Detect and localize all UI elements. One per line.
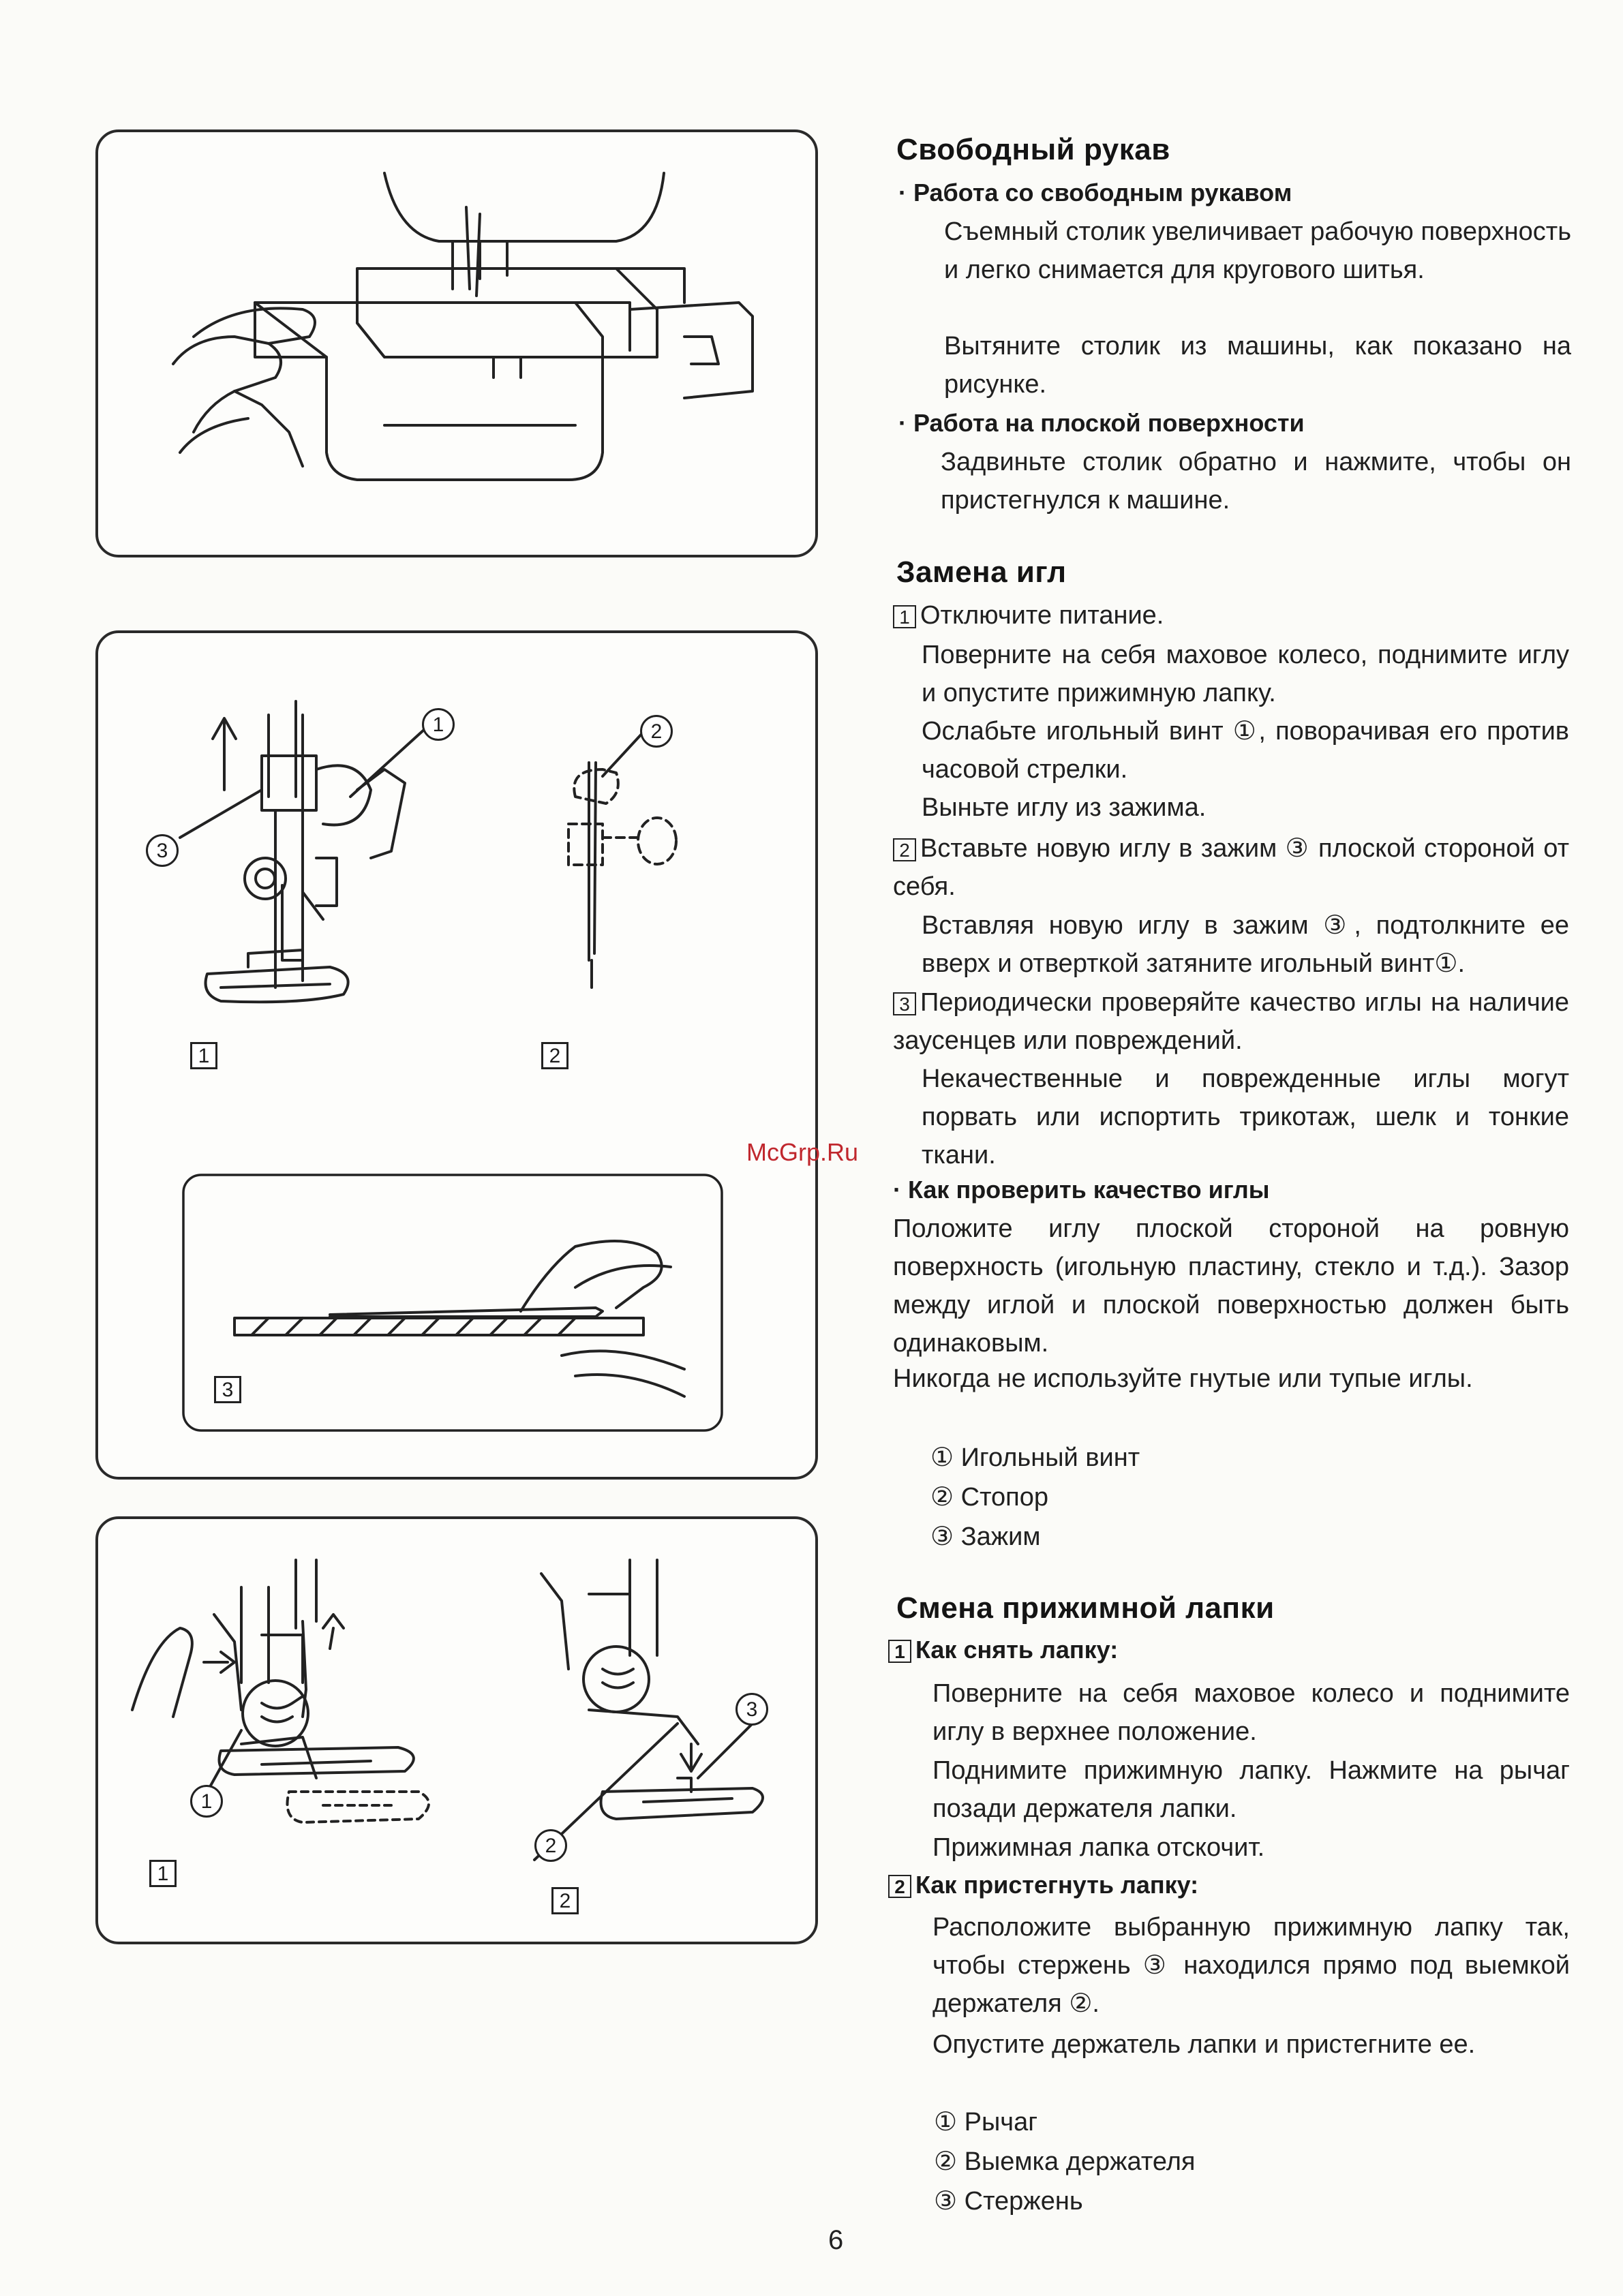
needle-legend-3: ③ Зажим xyxy=(930,1522,1041,1551)
foot-step-1-label: Как снять лапку: xyxy=(915,1636,1119,1664)
needle-check-para: Положите иглу плоской стороной на ровную поверхность (игольную пластину, стекло и т.д.). Зазор между иглой и плоской поверхностью должен быть одинаковым. xyxy=(893,1214,1569,1358)
foot-step-2-number: 2 xyxy=(888,1875,911,1898)
needle-change-figure-panel xyxy=(95,630,818,1480)
needle-step-3 xyxy=(893,983,1569,1060)
foot-title: Смена прижимной лапки xyxy=(896,1591,1275,1625)
needle-step-2 xyxy=(893,829,1569,906)
free-arm-subtitle-2: · Работа на плоской поверхности xyxy=(898,409,1305,437)
foot-callout-3: 3 xyxy=(735,1693,768,1726)
foot-step-2-box: 2 xyxy=(551,1887,579,1914)
foot-step-1-number: 1 xyxy=(888,1640,911,1663)
needle-step-1-number: 1 xyxy=(893,605,916,628)
foot-step-1-para-3: Прижимная лапка отскочит. xyxy=(932,1833,1265,1862)
foot-step-2-label: Как пристегнуть лапку: xyxy=(915,1871,1199,1899)
presser-foot-illustration xyxy=(98,1519,815,1942)
needle-step-3-para-1: Некачественные и поврежденные иглы могут порвать или испортить трикотаж, шелк и тонкие ткани. xyxy=(922,1065,1569,1169)
foot-legend-1: ① Рычаг xyxy=(934,2108,1038,2137)
free-arm-para-2: Вытяните столик из машины, как показано на рисунке. xyxy=(944,332,1571,399)
needle-step-2-para-1: Вставляя новую иглу в зажим ③, подтолкните ее вверх и отверткой затяните игольный винт①. xyxy=(922,911,1569,978)
needle-step-2-text: Вставьте новую иглу в зажим ③ плоской стороной от себя. xyxy=(893,834,1569,901)
foot-callout-2: 2 xyxy=(534,1829,567,1862)
needle-step-1-para-3: Выньте иглу из зажима. xyxy=(922,793,1207,822)
free-arm-para-1: Съемный столик увеличивает рабочую поверхность и легко снимается для кругового шитья. xyxy=(944,217,1571,284)
needle-step-1-para-2: Ослабьте игольный винт ①, поворачивая его против часовой стрелки. xyxy=(922,717,1569,784)
free-arm-subtitle-1: · Работа со свободным рукавом xyxy=(898,179,1292,206)
foot-legend-2: ② Выемка держателя xyxy=(934,2147,1196,2176)
needle-step-2-number: 2 xyxy=(893,838,916,861)
free-arm-figure-panel xyxy=(95,129,818,557)
needle-never-text: Никогда не используйте гнутые или тупые иглы. xyxy=(893,1364,1473,1393)
foot-step-1-para-1: Поверните на себя маховое колесо и поднимите иглу в верхнее положение. xyxy=(932,1679,1570,1746)
foot-legend-3: ③ Стержень xyxy=(934,2187,1083,2216)
free-arm-illustration xyxy=(98,132,815,555)
foot-step-1 xyxy=(888,1636,1118,1664)
needle-step-1-para-1: Поверните на себя маховое колесо, поднимите иглу и опустите прижимную лапку. xyxy=(922,641,1569,707)
needle-legend-2: ② Стопор xyxy=(930,1483,1049,1512)
needle-step-1 xyxy=(893,596,1575,634)
needle-step-1-text: Отключите питание. xyxy=(920,601,1164,630)
presser-foot-figure-panel xyxy=(95,1516,818,1944)
needle-legend-1: ① Игольный винт xyxy=(930,1443,1140,1472)
check-step-3-box: 3 xyxy=(214,1376,241,1403)
foot-step-1-box: 1 xyxy=(149,1860,177,1887)
watermark-text: McGrp.Ru xyxy=(746,1138,859,1166)
foot-step-2 xyxy=(888,1871,1198,1899)
needle-step-2-box: 2 xyxy=(541,1042,568,1069)
needle-step-3-text: Периодически проверяйте качество иглы на наличие заусенцев или повреждений. xyxy=(893,988,1569,1055)
needle-callout-1: 1 xyxy=(422,708,455,741)
needle-step-1-box: 1 xyxy=(190,1042,217,1069)
needle-check-subtitle: · Как проверить качество иглы xyxy=(893,1176,1270,1204)
foot-callout-1: 1 xyxy=(190,1785,223,1818)
free-arm-title: Свободный рукав xyxy=(896,133,1170,166)
needle-callout-3: 3 xyxy=(146,834,179,867)
foot-step-2-para-2: Опустите держатель лапки и пристегните ее. xyxy=(932,2030,1476,2059)
free-arm-para-3: Задвиньте столик обратно и нажмите, чтобы он пристегнулся к машине. xyxy=(941,448,1571,515)
page-number: 6 xyxy=(828,2225,844,2255)
foot-step-2-para-1: Расположите выбранную прижимную лапку так, чтобы стержень ③ находился прямо под выемкой держателя ②. xyxy=(932,1913,1570,2018)
needle-callout-2: 2 xyxy=(640,715,673,748)
needle-title: Замена игл xyxy=(896,555,1067,589)
needle-step-3-number: 3 xyxy=(893,992,916,1015)
foot-step-1-para-2: Поднимите прижимную лапку. Нажмите на рычаг позади держателя лапки. xyxy=(932,1756,1570,1823)
